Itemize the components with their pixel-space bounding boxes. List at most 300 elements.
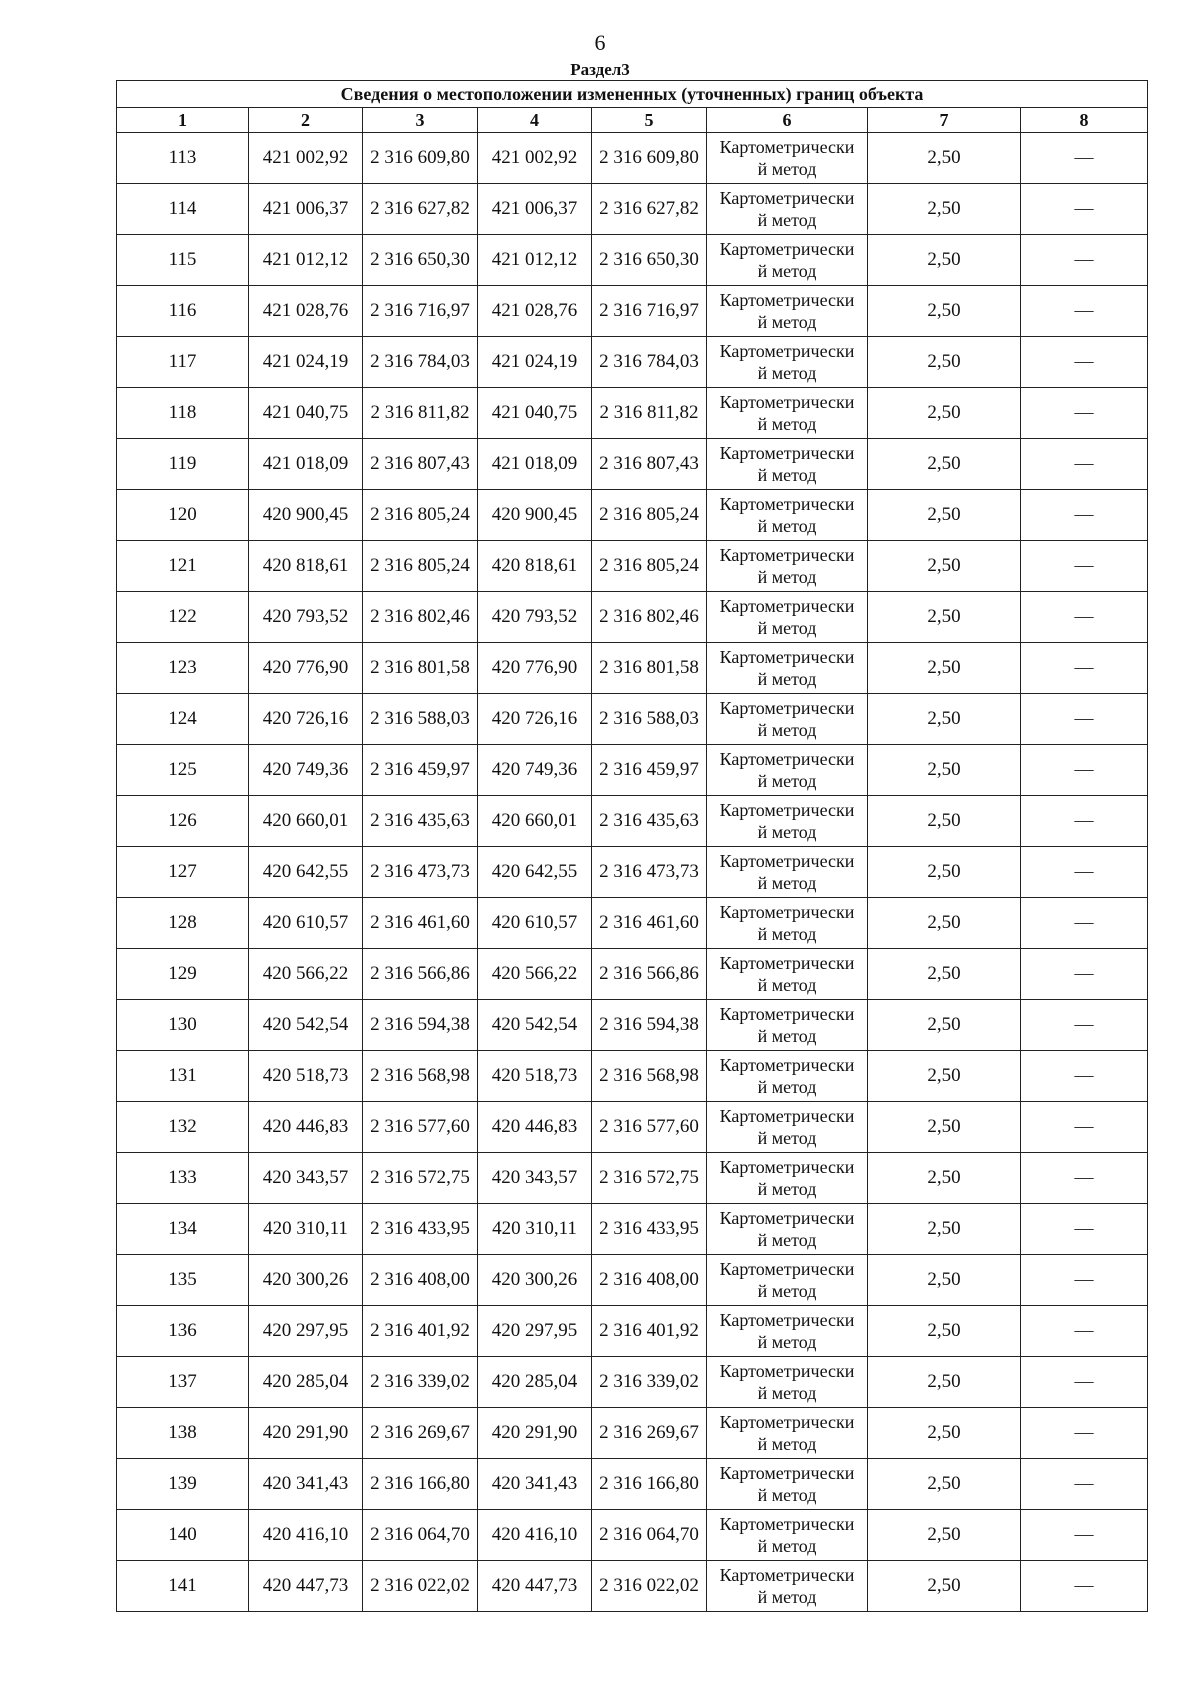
method-text-line: й метод: [757, 1434, 817, 1454]
y-new-cell: 2 316 807,43: [592, 439, 707, 490]
method-text-line: й метод: [757, 1026, 817, 1046]
method-cell: [707, 745, 868, 796]
y-old-cell: 2 316 401,92: [363, 1306, 478, 1357]
method-cell: [707, 1000, 868, 1051]
point-number-cell: 130: [117, 1000, 249, 1051]
section-title: Раздел3: [570, 60, 630, 79]
description-cell: —: [1021, 592, 1148, 643]
description-cell: —: [1021, 1051, 1148, 1102]
x-new-cell: 420 642,55: [478, 847, 592, 898]
method-cell: [707, 133, 868, 184]
y-old-cell: 2 316 568,98: [363, 1051, 478, 1102]
y-old-cell: 2 316 339,02: [363, 1357, 478, 1408]
table-row: [117, 592, 1148, 643]
method-text-line: й метод: [757, 567, 817, 587]
x-new-cell: 421 012,12: [478, 235, 592, 286]
method-cell: [707, 337, 868, 388]
y-old-cell: 2 316 572,75: [363, 1153, 478, 1204]
x-new-cell: 420 310,11: [478, 1204, 592, 1255]
y-new-cell: 2 316 435,63: [592, 796, 707, 847]
method-text-line: й метод: [757, 1128, 817, 1148]
description-cell: —: [1021, 184, 1148, 235]
method-text-line: Картометрически: [719, 1259, 855, 1279]
x-new-cell: 420 749,36: [478, 745, 592, 796]
method-text-line: Картометрически: [719, 1463, 855, 1483]
method-text-line: й метод: [757, 465, 817, 485]
table-header-row: [117, 108, 1148, 133]
method-text-line: Картометрически: [719, 1361, 855, 1381]
table-body: [117, 133, 1148, 1612]
y-old-cell: 2 316 473,73: [363, 847, 478, 898]
x-old-cell: 421 006,37: [249, 184, 363, 235]
method-cell: [707, 388, 868, 439]
method-text-line: Картометрически: [719, 1106, 855, 1126]
y-new-cell: 2 316 433,95: [592, 1204, 707, 1255]
table-row: [117, 133, 1148, 184]
table-row: [117, 1459, 1148, 1510]
point-number-cell: 116: [117, 286, 249, 337]
point-number-cell: 125: [117, 745, 249, 796]
y-new-cell: 2 316 459,97: [592, 745, 707, 796]
method-text-line: й метод: [757, 159, 817, 179]
x-new-cell: 420 341,43: [478, 1459, 592, 1510]
table-row: [117, 1357, 1148, 1408]
table-row: [117, 184, 1148, 235]
x-old-cell: 420 447,73: [249, 1561, 363, 1612]
y-new-cell: 2 316 811,82: [592, 388, 707, 439]
y-old-cell: 2 316 566,86: [363, 949, 478, 1000]
accuracy-cell: 2,50: [868, 541, 1021, 592]
y-old-cell: 2 316 433,95: [363, 1204, 478, 1255]
y-old-cell: 2 316 459,97: [363, 745, 478, 796]
accuracy-cell: 2,50: [868, 184, 1021, 235]
x-new-cell: 421 024,19: [478, 337, 592, 388]
y-new-cell: 2 316 339,02: [592, 1357, 707, 1408]
method-text-line: й метод: [757, 822, 817, 842]
method-cell: [707, 439, 868, 490]
x-old-cell: 420 343,57: [249, 1153, 363, 1204]
description-cell: —: [1021, 1357, 1148, 1408]
table-row: [117, 1153, 1148, 1204]
accuracy-cell: 2,50: [868, 439, 1021, 490]
method-text-line: Картометрически: [719, 851, 855, 871]
method-cell: [707, 643, 868, 694]
method-text-line: Картометрически: [719, 239, 855, 259]
accuracy-cell: 2,50: [868, 1510, 1021, 1561]
y-new-cell: 2 316 588,03: [592, 694, 707, 745]
y-new-cell: 2 316 805,24: [592, 541, 707, 592]
point-number-cell: 113: [117, 133, 249, 184]
x-new-cell: 420 726,16: [478, 694, 592, 745]
method-text-line: й метод: [757, 1179, 817, 1199]
description-cell: —: [1021, 898, 1148, 949]
x-old-cell: 421 002,92: [249, 133, 363, 184]
y-old-cell: 2 316 588,03: [363, 694, 478, 745]
y-new-cell: 2 316 716,97: [592, 286, 707, 337]
description-cell: —: [1021, 643, 1148, 694]
point-number-cell: 127: [117, 847, 249, 898]
point-number-cell: 119: [117, 439, 249, 490]
x-new-cell: 420 300,26: [478, 1255, 592, 1306]
y-new-cell: 2 316 461,60: [592, 898, 707, 949]
x-old-cell: 420 726,16: [249, 694, 363, 745]
column-header: 8: [1021, 108, 1148, 133]
x-new-cell: 421 018,09: [478, 439, 592, 490]
point-number-cell: 131: [117, 1051, 249, 1102]
table-row: [117, 439, 1148, 490]
point-number-cell: 136: [117, 1306, 249, 1357]
point-number-cell: 132: [117, 1102, 249, 1153]
method-text-line: Картометрически: [719, 1514, 855, 1534]
y-new-cell: 2 316 577,60: [592, 1102, 707, 1153]
description-cell: —: [1021, 796, 1148, 847]
point-number-cell: 121: [117, 541, 249, 592]
table-row: [117, 1102, 1148, 1153]
y-old-cell: 2 316 805,24: [363, 490, 478, 541]
y-new-cell: 2 316 801,58: [592, 643, 707, 694]
y-old-cell: 2 316 650,30: [363, 235, 478, 286]
description-cell: —: [1021, 1102, 1148, 1153]
y-old-cell: 2 316 811,82: [363, 388, 478, 439]
x-old-cell: 420 341,43: [249, 1459, 363, 1510]
method-text-line: й метод: [757, 363, 817, 383]
method-text-line: й метод: [757, 1281, 817, 1301]
point-number-cell: 135: [117, 1255, 249, 1306]
method-cell: [707, 286, 868, 337]
method-cell: [707, 541, 868, 592]
y-old-cell: 2 316 269,67: [363, 1408, 478, 1459]
method-cell: [707, 898, 868, 949]
table-row: [117, 949, 1148, 1000]
table-row: [117, 898, 1148, 949]
accuracy-cell: 2,50: [868, 133, 1021, 184]
method-text-line: й метод: [757, 975, 817, 995]
description-cell: —: [1021, 1153, 1148, 1204]
x-new-cell: 420 343,57: [478, 1153, 592, 1204]
method-text-line: Картометрически: [719, 1310, 855, 1330]
table-row: [117, 337, 1148, 388]
x-old-cell: 420 518,73: [249, 1051, 363, 1102]
x-old-cell: 420 749,36: [249, 745, 363, 796]
y-new-cell: 2 316 022,02: [592, 1561, 707, 1612]
accuracy-cell: 2,50: [868, 1459, 1021, 1510]
x-new-cell: 420 566,22: [478, 949, 592, 1000]
method-cell: [707, 1357, 868, 1408]
x-new-cell: 420 518,73: [478, 1051, 592, 1102]
x-new-cell: 420 446,83: [478, 1102, 592, 1153]
table-row: [117, 490, 1148, 541]
description-cell: —: [1021, 133, 1148, 184]
y-old-cell: 2 316 022,02: [363, 1561, 478, 1612]
x-new-cell: 420 610,57: [478, 898, 592, 949]
method-cell: [707, 184, 868, 235]
method-text-line: Картометрически: [719, 494, 855, 514]
method-text-line: Картометрически: [719, 137, 855, 157]
point-number-cell: 133: [117, 1153, 249, 1204]
method-text-line: й метод: [757, 1230, 817, 1250]
method-cell: [707, 1459, 868, 1510]
description-cell: —: [1021, 1204, 1148, 1255]
method-cell: [707, 592, 868, 643]
page-number: 6: [594, 30, 606, 55]
point-number-cell: 141: [117, 1561, 249, 1612]
method-text-line: й метод: [757, 873, 817, 893]
method-text-line: Картометрически: [719, 953, 855, 973]
table-row: [117, 388, 1148, 439]
method-text-line: й метод: [757, 261, 817, 281]
x-old-cell: 420 416,10: [249, 1510, 363, 1561]
x-old-cell: 421 040,75: [249, 388, 363, 439]
x-old-cell: 420 297,95: [249, 1306, 363, 1357]
x-new-cell: 420 297,95: [478, 1306, 592, 1357]
method-text-line: Картометрически: [719, 290, 855, 310]
table-row: [117, 745, 1148, 796]
method-text-line: Картометрически: [719, 341, 855, 361]
x-new-cell: 421 006,37: [478, 184, 592, 235]
x-new-cell: 421 002,92: [478, 133, 592, 184]
method-text-line: Картометрически: [719, 545, 855, 565]
method-text-line: й метод: [757, 1587, 817, 1607]
method-cell: [707, 694, 868, 745]
description-cell: —: [1021, 541, 1148, 592]
method-text-line: Картометрически: [719, 1004, 855, 1024]
y-new-cell: 2 316 408,00: [592, 1255, 707, 1306]
method-text-line: й метод: [757, 618, 817, 638]
y-old-cell: 2 316 461,60: [363, 898, 478, 949]
accuracy-cell: 2,50: [868, 286, 1021, 337]
accuracy-cell: 2,50: [868, 1102, 1021, 1153]
x-old-cell: 420 660,01: [249, 796, 363, 847]
description-cell: —: [1021, 745, 1148, 796]
x-new-cell: 421 040,75: [478, 388, 592, 439]
x-new-cell: 420 660,01: [478, 796, 592, 847]
accuracy-cell: 2,50: [868, 337, 1021, 388]
column-header: 7: [868, 108, 1021, 133]
x-new-cell: 420 291,90: [478, 1408, 592, 1459]
y-new-cell: 2 316 802,46: [592, 592, 707, 643]
x-old-cell: 421 018,09: [249, 439, 363, 490]
table-row: [117, 541, 1148, 592]
x-new-cell: 420 818,61: [478, 541, 592, 592]
method-text-line: й метод: [757, 1485, 817, 1505]
y-new-cell: 2 316 609,80: [592, 133, 707, 184]
description-cell: —: [1021, 694, 1148, 745]
accuracy-cell: 2,50: [868, 1204, 1021, 1255]
y-old-cell: 2 316 805,24: [363, 541, 478, 592]
accuracy-cell: 2,50: [868, 1255, 1021, 1306]
method-text-line: Картометрически: [719, 1412, 855, 1432]
description-cell: —: [1021, 1459, 1148, 1510]
column-header: 6: [707, 108, 868, 133]
y-old-cell: 2 316 716,97: [363, 286, 478, 337]
column-header: 3: [363, 108, 478, 133]
x-old-cell: 420 542,54: [249, 1000, 363, 1051]
y-new-cell: 2 316 269,67: [592, 1408, 707, 1459]
table-row: [117, 1306, 1148, 1357]
method-cell: [707, 490, 868, 541]
method-text-line: Картометрически: [719, 1055, 855, 1075]
y-new-cell: 2 316 627,82: [592, 184, 707, 235]
column-header: 4: [478, 108, 592, 133]
table-row: [117, 847, 1148, 898]
method-cell: [707, 1204, 868, 1255]
x-old-cell: 420 642,55: [249, 847, 363, 898]
method-text-line: Картометрически: [719, 1157, 855, 1177]
description-cell: —: [1021, 1510, 1148, 1561]
x-new-cell: 420 447,73: [478, 1561, 592, 1612]
y-old-cell: 2 316 801,58: [363, 643, 478, 694]
accuracy-cell: 2,50: [868, 1306, 1021, 1357]
x-old-cell: 420 776,90: [249, 643, 363, 694]
method-cell: [707, 796, 868, 847]
method-cell: [707, 1408, 868, 1459]
y-new-cell: 2 316 166,80: [592, 1459, 707, 1510]
point-number-cell: 140: [117, 1510, 249, 1561]
y-old-cell: 2 316 166,80: [363, 1459, 478, 1510]
table-row: [117, 1051, 1148, 1102]
x-old-cell: 420 446,83: [249, 1102, 363, 1153]
point-number-cell: 114: [117, 184, 249, 235]
y-new-cell: 2 316 594,38: [592, 1000, 707, 1051]
accuracy-cell: 2,50: [868, 643, 1021, 694]
y-new-cell: 2 316 784,03: [592, 337, 707, 388]
description-cell: —: [1021, 949, 1148, 1000]
accuracy-cell: 2,50: [868, 847, 1021, 898]
boundary-coordinates-table: [116, 80, 1148, 1612]
method-text-line: й метод: [757, 1383, 817, 1403]
method-text-line: Картометрически: [719, 749, 855, 769]
y-old-cell: 2 316 609,80: [363, 133, 478, 184]
table-row: [117, 235, 1148, 286]
description-cell: —: [1021, 1561, 1148, 1612]
x-old-cell: 420 793,52: [249, 592, 363, 643]
y-new-cell: 2 316 064,70: [592, 1510, 707, 1561]
method-text-line: Картометрически: [719, 443, 855, 463]
table-row: [117, 643, 1148, 694]
table-row: [117, 1204, 1148, 1255]
method-text-line: Картометрически: [719, 596, 855, 616]
method-cell: [707, 847, 868, 898]
x-new-cell: 420 793,52: [478, 592, 592, 643]
y-old-cell: 2 316 802,46: [363, 592, 478, 643]
table-row: [117, 1000, 1148, 1051]
table-row: [117, 694, 1148, 745]
description-cell: —: [1021, 286, 1148, 337]
method-text-line: й метод: [757, 1332, 817, 1352]
table-row: [117, 796, 1148, 847]
x-old-cell: 420 285,04: [249, 1357, 363, 1408]
y-old-cell: 2 316 408,00: [363, 1255, 478, 1306]
x-new-cell: 420 542,54: [478, 1000, 592, 1051]
column-header: 1: [117, 108, 249, 133]
accuracy-cell: 2,50: [868, 796, 1021, 847]
point-number-cell: 139: [117, 1459, 249, 1510]
y-new-cell: 2 316 568,98: [592, 1051, 707, 1102]
point-number-cell: 118: [117, 388, 249, 439]
y-new-cell: 2 316 566,86: [592, 949, 707, 1000]
table-row: [117, 1510, 1148, 1561]
accuracy-cell: 2,50: [868, 1357, 1021, 1408]
method-text-line: Картометрически: [719, 647, 855, 667]
method-text-line: Картометрически: [719, 800, 855, 820]
accuracy-cell: 2,50: [868, 235, 1021, 286]
method-text-line: Картометрически: [719, 698, 855, 718]
y-old-cell: 2 316 435,63: [363, 796, 478, 847]
accuracy-cell: 2,50: [868, 694, 1021, 745]
method-text-line: й метод: [757, 516, 817, 536]
x-old-cell: 420 300,26: [249, 1255, 363, 1306]
table-row: [117, 1408, 1148, 1459]
x-new-cell: 421 028,76: [478, 286, 592, 337]
accuracy-cell: 2,50: [868, 898, 1021, 949]
accuracy-cell: 2,50: [868, 1153, 1021, 1204]
x-old-cell: 420 291,90: [249, 1408, 363, 1459]
y-old-cell: 2 316 064,70: [363, 1510, 478, 1561]
method-cell: [707, 1102, 868, 1153]
point-number-cell: 115: [117, 235, 249, 286]
accuracy-cell: 2,50: [868, 388, 1021, 439]
x-old-cell: 421 024,19: [249, 337, 363, 388]
accuracy-cell: 2,50: [868, 745, 1021, 796]
method-cell: [707, 1255, 868, 1306]
x-old-cell: 420 610,57: [249, 898, 363, 949]
table-row: [117, 1255, 1148, 1306]
point-number-cell: 120: [117, 490, 249, 541]
description-cell: —: [1021, 1306, 1148, 1357]
method-text-line: й метод: [757, 1536, 817, 1556]
table-caption: Сведения о местоположении измененных (уточненных) границ объекта: [117, 81, 1148, 108]
description-cell: —: [1021, 388, 1148, 439]
description-cell: —: [1021, 337, 1148, 388]
point-number-cell: 129: [117, 949, 249, 1000]
method-cell: [707, 1306, 868, 1357]
x-old-cell: 421 012,12: [249, 235, 363, 286]
description-cell: —: [1021, 1255, 1148, 1306]
x-new-cell: 420 900,45: [478, 490, 592, 541]
method-text-line: й метод: [757, 414, 817, 434]
x-new-cell: 420 776,90: [478, 643, 592, 694]
x-old-cell: 420 566,22: [249, 949, 363, 1000]
y-old-cell: 2 316 784,03: [363, 337, 478, 388]
accuracy-cell: 2,50: [868, 1561, 1021, 1612]
method-text-line: й метод: [757, 312, 817, 332]
description-cell: —: [1021, 235, 1148, 286]
method-cell: [707, 1153, 868, 1204]
accuracy-cell: 2,50: [868, 1408, 1021, 1459]
description-cell: —: [1021, 1408, 1148, 1459]
description-cell: —: [1021, 490, 1148, 541]
method-text-line: й метод: [757, 1077, 817, 1097]
method-text-line: Картометрически: [719, 1565, 855, 1585]
accuracy-cell: 2,50: [868, 592, 1021, 643]
method-cell: [707, 949, 868, 1000]
description-cell: —: [1021, 847, 1148, 898]
method-text-line: Картометрически: [719, 902, 855, 922]
y-new-cell: 2 316 473,73: [592, 847, 707, 898]
point-number-cell: 117: [117, 337, 249, 388]
point-number-cell: 123: [117, 643, 249, 694]
x-old-cell: 421 028,76: [249, 286, 363, 337]
point-number-cell: 137: [117, 1357, 249, 1408]
method-text-line: й метод: [757, 771, 817, 791]
y-old-cell: 2 316 594,38: [363, 1000, 478, 1051]
method-cell: [707, 1561, 868, 1612]
method-text-line: Картометрически: [719, 188, 855, 208]
x-new-cell: 420 416,10: [478, 1510, 592, 1561]
column-header: 5: [592, 108, 707, 133]
y-new-cell: 2 316 572,75: [592, 1153, 707, 1204]
x-old-cell: 420 818,61: [249, 541, 363, 592]
